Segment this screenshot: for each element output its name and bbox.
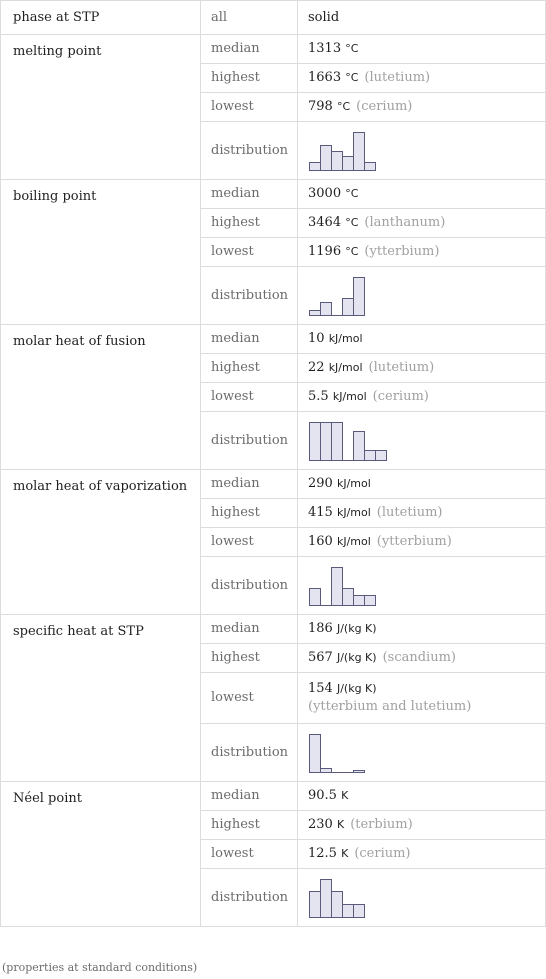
- value-unit: K: [341, 789, 349, 802]
- distribution-label: distribution: [201, 869, 298, 927]
- table-row: [1, 470, 546, 499]
- histogram-bar: [354, 595, 365, 605]
- stat-label: median: [201, 180, 298, 209]
- value-unit: kJ/mol: [328, 361, 363, 374]
- value-number: 10: [308, 331, 325, 346]
- distribution-cell: [298, 724, 546, 782]
- stat-label: lowest: [201, 238, 298, 267]
- stat-label: highest: [201, 64, 298, 93]
- footer-note: (properties at standard conditions): [2, 961, 198, 974]
- value-unit: kJ/mol: [332, 390, 367, 403]
- distribution-histogram: [308, 420, 388, 462]
- value-number: 90.5: [308, 788, 337, 803]
- stat-label: median: [201, 615, 298, 644]
- histogram-bar: [365, 450, 376, 460]
- histogram-bar: [365, 595, 376, 605]
- distribution-histogram: [308, 275, 388, 317]
- histogram-bar: [321, 145, 332, 170]
- value-number: 22: [308, 360, 325, 375]
- stat-value: [298, 673, 546, 724]
- table-row: [1, 325, 546, 354]
- value-note: (lanthanum): [364, 215, 446, 230]
- value-number: 3464: [308, 215, 342, 230]
- histogram-bar: [332, 567, 343, 605]
- value-note: (cerium): [354, 846, 411, 861]
- value-number: 3000: [308, 186, 342, 201]
- value-unit: °C: [345, 216, 359, 229]
- value-unit: kJ/mol: [336, 506, 371, 519]
- distribution-histogram: [308, 130, 388, 172]
- histogram-bar: [310, 162, 321, 170]
- header-all: all: [201, 1, 298, 35]
- stat-value: [298, 64, 546, 93]
- distribution-label: distribution: [201, 267, 298, 325]
- histogram-bar: [354, 277, 365, 315]
- value-note: (ytterbium): [364, 244, 440, 259]
- histogram-bar: [343, 298, 354, 315]
- distribution-label: distribution: [201, 122, 298, 180]
- stat-value: [298, 354, 546, 383]
- value-number: 230: [308, 817, 333, 832]
- stat-value: [298, 325, 546, 354]
- value-unit: °C: [345, 42, 359, 55]
- value-note: (ytterbium): [376, 534, 452, 549]
- histogram-bar: [321, 879, 332, 917]
- value-unit: °C: [345, 245, 359, 258]
- value-number: 12.5: [308, 846, 337, 861]
- header-row: [1, 1, 546, 35]
- value-unit: kJ/mol: [328, 332, 363, 345]
- value-number: 798: [308, 99, 333, 114]
- histogram-bar: [310, 422, 321, 460]
- value-unit: °C: [345, 71, 359, 84]
- value-number: 415: [308, 505, 333, 520]
- stat-value: [298, 644, 546, 673]
- histogram-bar: [321, 768, 332, 772]
- distribution-cell: [298, 122, 546, 180]
- stat-value: [298, 35, 546, 64]
- stat-label: median: [201, 35, 298, 64]
- histogram-bar: [343, 904, 354, 917]
- value-note: (lutetium): [368, 360, 435, 375]
- property-name: molar heat of fusion: [1, 325, 201, 470]
- distribution-label: distribution: [201, 557, 298, 615]
- property-name: Néel point: [1, 782, 201, 927]
- stat-label: highest: [201, 499, 298, 528]
- value-unit: K: [341, 847, 349, 860]
- value-number: 1313: [308, 41, 342, 56]
- histogram-bar: [343, 156, 354, 170]
- distribution-cell: [298, 869, 546, 927]
- stat-label: lowest: [201, 528, 298, 557]
- histogram-bar: [310, 588, 321, 605]
- value-note: (cerium): [356, 99, 413, 114]
- histogram-bar: [321, 422, 332, 460]
- table-row: [1, 782, 546, 811]
- value-number: 154: [308, 681, 333, 696]
- table-row: [1, 35, 546, 64]
- distribution-label: distribution: [201, 412, 298, 470]
- histogram-bar: [310, 310, 321, 315]
- distribution-cell: [298, 557, 546, 615]
- stat-value: [298, 528, 546, 557]
- histogram-bar: [332, 422, 343, 460]
- stat-value: [298, 782, 546, 811]
- histogram-bar: [332, 891, 343, 917]
- stat-label: median: [201, 470, 298, 499]
- stat-value: [298, 615, 546, 644]
- histogram-bar: [321, 302, 332, 315]
- value-unit: K: [336, 818, 345, 831]
- distribution-histogram: [308, 877, 388, 919]
- histogram-bar: [332, 151, 343, 170]
- value-note: (lutetium): [364, 70, 431, 85]
- value-number: 290: [308, 476, 333, 491]
- value-unit: kJ/mol: [336, 477, 371, 490]
- value-unit: kJ/mol: [336, 535, 371, 548]
- stat-label: lowest: [201, 673, 298, 724]
- stat-value: [298, 93, 546, 122]
- histogram-bar: [343, 588, 354, 605]
- stat-value: [298, 470, 546, 499]
- histogram-bar: [310, 891, 321, 917]
- value-number: 160: [308, 534, 333, 549]
- stat-label: median: [201, 782, 298, 811]
- stat-value: [298, 383, 546, 412]
- value-unit: J/(kg K): [336, 682, 377, 695]
- distribution-histogram: [308, 565, 388, 607]
- stat-value: [298, 811, 546, 840]
- value-note: (ytterbium and lutetium): [308, 699, 472, 714]
- stat-label: lowest: [201, 383, 298, 412]
- value-number: 186: [308, 621, 333, 636]
- stat-label: highest: [201, 209, 298, 238]
- header-solid: solid: [298, 1, 546, 35]
- table-row: [1, 180, 546, 209]
- stat-value: [298, 840, 546, 869]
- value-note: (terbium): [350, 817, 413, 832]
- property-name: melting point: [1, 35, 201, 180]
- value-note: (scandium): [382, 650, 456, 665]
- histogram-bar: [354, 904, 365, 917]
- stat-label: lowest: [201, 93, 298, 122]
- value-note: (lutetium): [376, 505, 443, 520]
- value-number: 1663: [308, 70, 342, 85]
- value-number: 5.5: [308, 389, 329, 404]
- distribution-label: distribution: [201, 724, 298, 782]
- stat-label: median: [201, 325, 298, 354]
- property-name: boiling point: [1, 180, 201, 325]
- histogram-bar: [310, 734, 321, 772]
- stat-value: [298, 238, 546, 267]
- distribution-histogram: [308, 732, 388, 774]
- value-number: 1196: [308, 244, 342, 259]
- header-property: phase at STP: [1, 1, 201, 35]
- stat-value: [298, 209, 546, 238]
- stat-value: [298, 499, 546, 528]
- value-unit: J/(kg K): [336, 622, 377, 635]
- stat-value: [298, 180, 546, 209]
- stat-label: highest: [201, 354, 298, 383]
- value-unit: J/(kg K): [336, 651, 377, 664]
- distribution-cell: [298, 267, 546, 325]
- histogram-bar: [354, 132, 365, 170]
- value-number: 567: [308, 650, 333, 665]
- histogram-bar: [376, 450, 387, 460]
- histogram-bar: [365, 162, 376, 170]
- distribution-cell: [298, 412, 546, 470]
- value-note: (cerium): [372, 389, 429, 404]
- property-name: specific heat at STP: [1, 615, 201, 782]
- value-unit: °C: [345, 187, 359, 200]
- stat-label: highest: [201, 811, 298, 840]
- stat-label: lowest: [201, 840, 298, 869]
- stat-label: highest: [201, 644, 298, 673]
- property-name: molar heat of vaporization: [1, 470, 201, 615]
- histogram-bar: [354, 431, 365, 460]
- value-unit: °C: [336, 100, 351, 113]
- table-row: [1, 615, 546, 644]
